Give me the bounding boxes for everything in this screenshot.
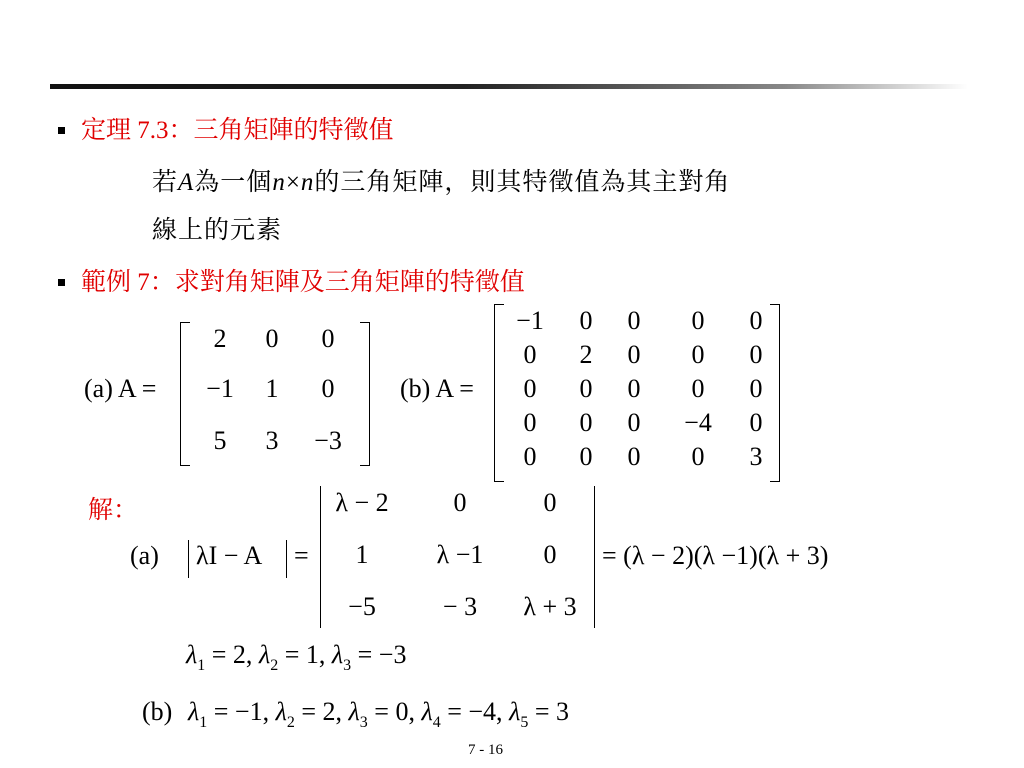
characteristic-polynomial: = (λ − 2)(λ −1)(λ + 3) [602,541,829,570]
matrix-a [180,322,370,466]
matrix-cell: 1 [355,540,369,569]
lambda-symbol: λ [258,640,271,669]
eigenvalue-text: = −1, [207,697,276,726]
matrix-cell: 0 [265,324,279,353]
matrix-cell: −1 [206,374,234,403]
eigenvalue-text: = 3 [528,697,569,726]
lambda-symbol: λ [348,697,360,726]
lambda-subscript: 5 [520,714,529,731]
solution-label: 解： [88,497,139,524]
matrix-cell: 0 [579,408,593,437]
matrix-cell: 0 [453,488,467,517]
det-bar-right [594,486,595,628]
eigenvalue-text: = −3 [351,640,407,669]
matrix-cell: 0 [543,540,557,569]
lambda-subscript: 2 [286,714,295,731]
lambda-subscript: 3 [343,657,352,674]
lambda-symbol: λ [275,697,287,726]
matrix-cell: 0 [543,488,557,517]
theorem-line-1: 若A為一個n×n的三角矩陣，則其特徵值為其主對角 [152,169,731,196]
det-bar-left [320,486,321,628]
matrix-cell: 0 [321,324,335,353]
matrix-cell: 0 [627,340,641,369]
part-b-label: (b) [142,697,173,726]
matrix-cell: 0 [523,442,537,471]
theorem-line-2: 線上的元素 [152,217,283,244]
lambda-symbol: λ [331,640,344,669]
matrix-cell: 0 [523,340,537,369]
det-equals: = [294,541,309,570]
bullet-square-icon [58,127,65,134]
matrix-cell: 5 [213,426,227,455]
matrix-cell: −5 [348,592,376,621]
matrix-cell: 0 [321,374,335,403]
matrix-cell: 2 [579,340,593,369]
eigenvalue-text: = 2, [205,640,259,669]
lambda-subscript: 1 [199,714,208,731]
matrix-a-label: (a) A = [84,374,157,403]
matrix-cell: −4 [684,408,712,437]
matrix-cell: −1 [516,306,544,335]
matrix-cell: 0 [627,442,641,471]
lambda-subscript: 2 [270,657,279,674]
lambda-symbol: λ [509,697,521,726]
theorem-title: 定理 7.3：三角矩陣的特徵值 [81,117,394,144]
matrix-cell: λ + 3 [523,592,577,621]
eigenvalues-a [186,640,407,674]
page-number: 7 - 16 [468,742,503,758]
theorem-bullet [58,110,394,146]
matrix-cell: − 3 [442,592,478,621]
matrix-cell: 0 [691,340,705,369]
lambda-subscript: 3 [359,714,368,731]
eigenvalue-text: = −4, [440,697,510,726]
eigenvalue-text: = 0, [367,697,422,726]
title-divider [50,84,968,89]
matrix-cell: −3 [314,426,342,455]
matrix-cell: λ −1 [436,540,484,569]
matrix-cell: 0 [749,374,763,403]
matrix-cell: 0 [691,306,705,335]
part-a-label: (a) [130,541,159,570]
matrix-cell: 0 [749,408,763,437]
determinant-matrix [320,486,596,630]
matrix-cell: 0 [627,374,641,403]
eigenvalues-b [188,697,569,731]
matrix-cell: 0 [749,340,763,369]
matrix-cell: 2 [213,324,227,353]
det-expression: λI − A [196,541,263,570]
matrix-cell: 3 [265,426,279,455]
matrix-cell: 0 [627,306,641,335]
matrix-cell: 0 [523,374,537,403]
matrix-cell: 0 [523,408,537,437]
det-bar [286,540,287,578]
eigenvalue-text: = 1, [278,640,332,669]
matrix-cell: 0 [579,306,593,335]
lambda-symbol: λ [421,697,433,726]
matrix-cell: 0 [579,374,593,403]
matrix-cell: 1 [265,374,279,403]
matrix-cell: 0 [627,408,641,437]
matrix-cell: 3 [749,442,763,471]
matrix-cell: 0 [691,374,705,403]
matrix-b [494,304,780,482]
eigenvalue-text: = 2, [294,697,349,726]
det-bar [188,540,189,578]
example-title: 範例 7：求對角矩陣及三角矩陣的特徵值 [81,269,525,296]
matrix-cell: 0 [579,442,593,471]
lambda-subscript: 4 [432,714,441,731]
bullet-square-icon [58,279,65,286]
matrix-cell: 0 [749,306,763,335]
matrix-cell: λ − 2 [335,488,389,517]
lambda-symbol: λ [188,697,200,726]
lambda-symbol: λ [186,640,198,669]
example-bullet [58,262,525,298]
matrix-cell: 0 [691,442,705,471]
lambda-subscript: 1 [197,657,206,674]
matrix-b-label: (b) A = [400,374,474,403]
